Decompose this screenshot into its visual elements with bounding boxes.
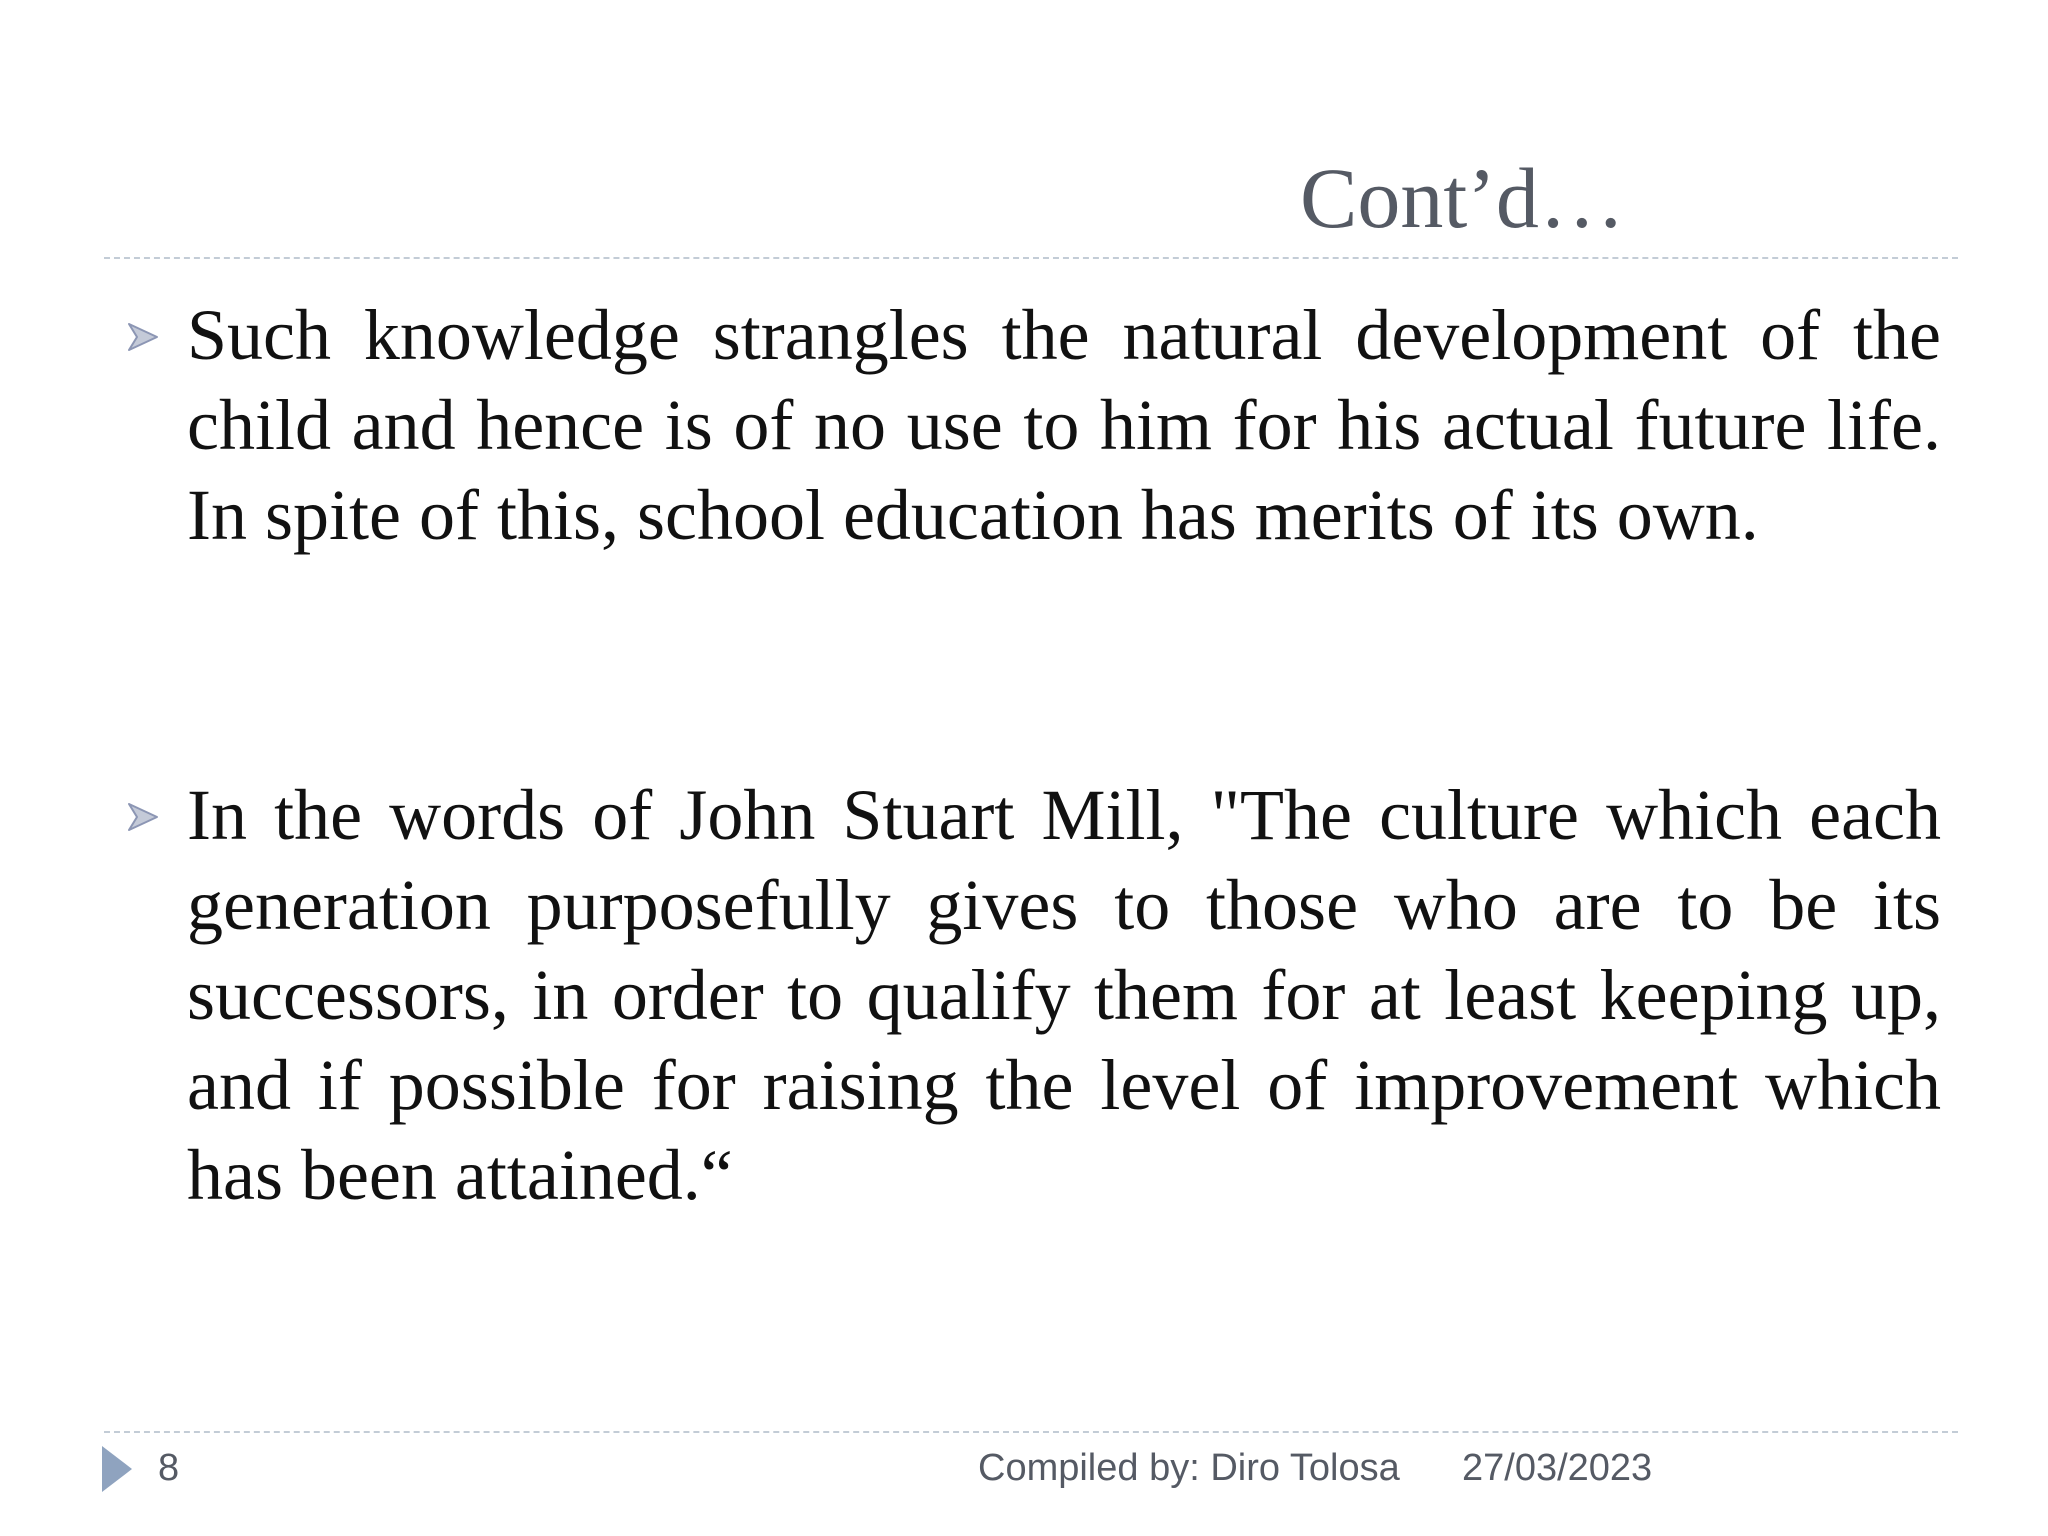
- bullet-text-1: Such knowledge strangles the natural development of the child and hence is of no use to him for his actual future life. In spite of this, school education has merits of its own.: [187, 295, 1941, 555]
- arrowhead-bullet-icon: [126, 320, 160, 354]
- triangle-marker-icon: [102, 1446, 132, 1492]
- title-divider: [104, 257, 1958, 259]
- footer-divider: [104, 1431, 1958, 1433]
- arrowhead-bullet-icon: [126, 800, 160, 834]
- slide-title: Cont’d…: [1300, 150, 1625, 246]
- bullet-text-2: In the words of John Stuart Mill, "The culture which each generation purposefully gives to those who are to be its successors, in order to qualify them for at least keeping up, and if possible for raising the level of improvement which has been attained.“: [187, 775, 1941, 1215]
- footer-author: Compiled by: Diro Tolosa: [978, 1447, 1400, 1489]
- footer-date: 27/03/2023: [1462, 1447, 1653, 1489]
- page-number: 8: [158, 1447, 180, 1489]
